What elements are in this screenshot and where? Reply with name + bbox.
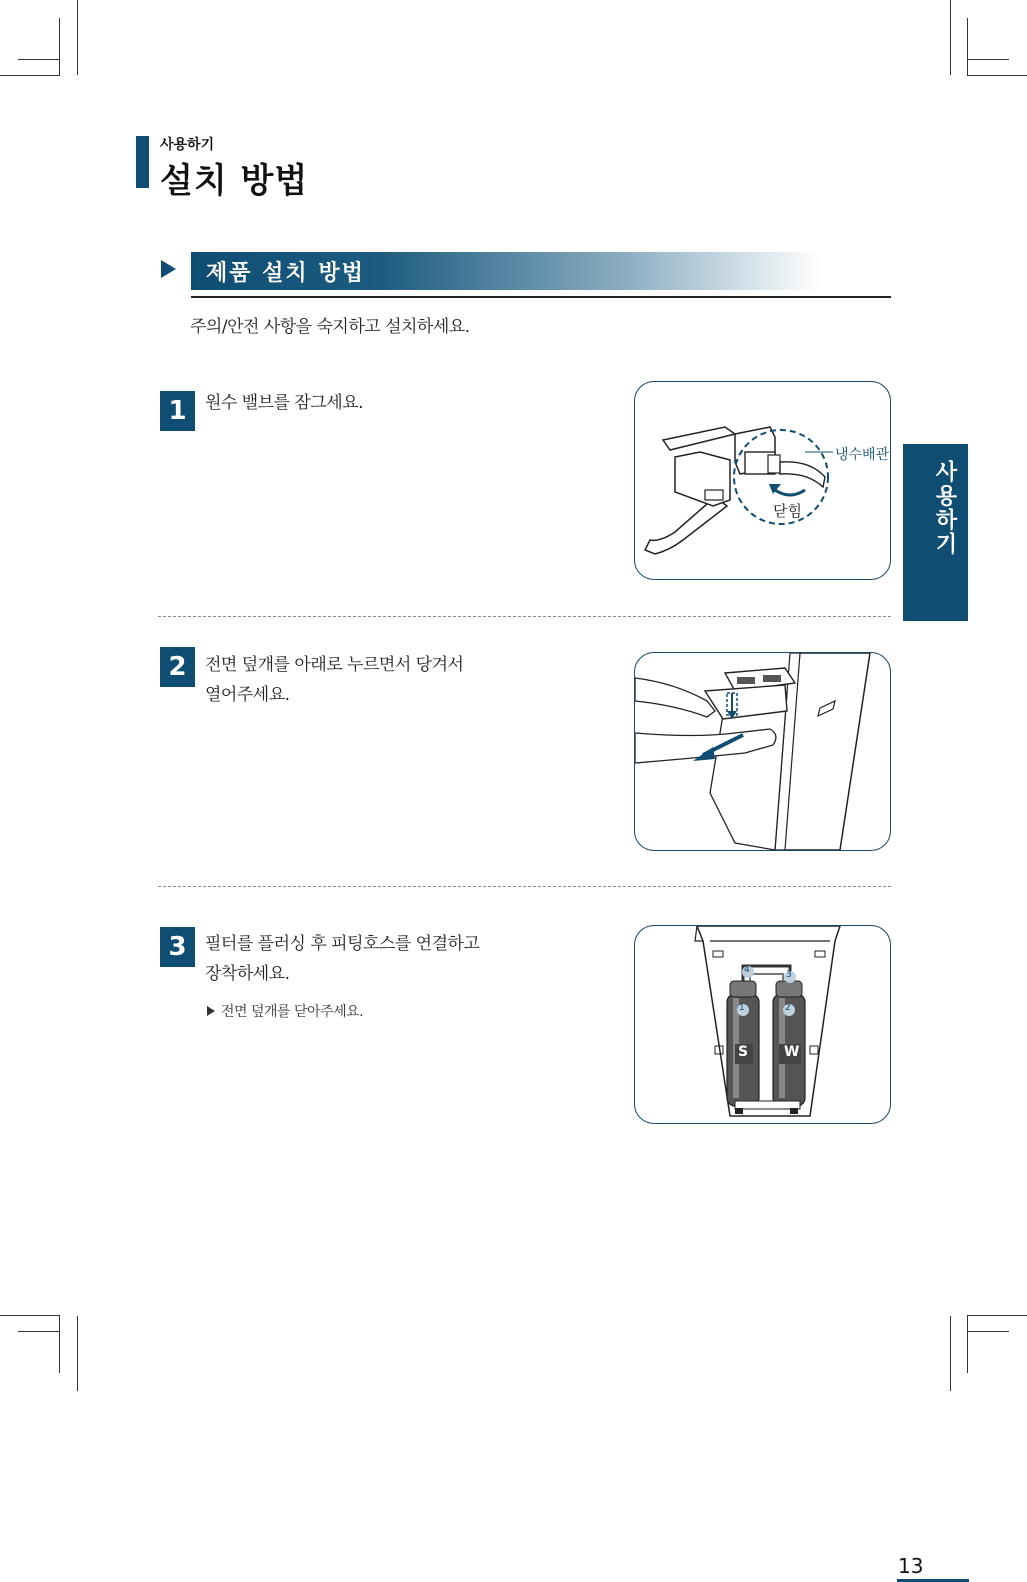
bullet-arrow-icon: [207, 1006, 215, 1016]
crop-mark: [967, 1331, 1009, 1332]
section-title: 제품 설치 방법: [206, 261, 365, 286]
crop-mark: [967, 18, 968, 75]
step-note-text: 전면 덮개를 닫아주세요.: [221, 1004, 364, 1020]
crop-mark: [967, 1315, 1027, 1316]
step-note: [207, 1001, 363, 1021]
section-intro: 주의/안전 사항을 숙지하고 설치하세요.: [190, 317, 470, 337]
front-cover-illustration: [634, 652, 891, 851]
section-arrow-icon: [161, 260, 176, 278]
page-title: 설치 방법: [160, 161, 309, 201]
side-chapter-label: 사용하기: [932, 460, 957, 556]
header-accent-bar: [136, 136, 149, 188]
crop-mark: [59, 1316, 60, 1373]
fitting-number: 1: [739, 1003, 745, 1013]
filter-label-s: S: [738, 1044, 749, 1060]
crop-mark: [0, 1315, 60, 1316]
step-instruction-line: 전면 덮개를 아래로 누르면서 당겨서: [205, 655, 464, 675]
step-instruction: [205, 388, 363, 418]
crop-mark: [77, 1316, 78, 1391]
crop-mark: [77, 0, 78, 75]
step-divider: [158, 616, 891, 617]
valve-closed-label: 닫힘: [773, 502, 802, 520]
step-instruction: [205, 650, 463, 710]
step-instruction-line: 필터를 플러싱 후 피팅호스를 연결하고: [205, 934, 480, 954]
step-instruction-line: 열어주세요.: [205, 685, 290, 705]
step-instruction: [205, 929, 479, 989]
crop-mark: [950, 0, 951, 75]
faucet-valve-illustration: [634, 381, 891, 580]
fitting-number: 4: [744, 965, 750, 975]
crop-mark: [0, 75, 60, 76]
filter-install-illustration: [634, 925, 891, 1124]
step-divider: [158, 886, 891, 887]
step-number: 2: [160, 647, 195, 687]
crop-mark: [59, 18, 60, 75]
crop-mark: [18, 1331, 60, 1332]
front-cover-drawing: [635, 653, 890, 850]
crop-mark: [967, 1316, 968, 1373]
cold-water-pipe-label: 냉수배관: [835, 447, 890, 463]
crop-mark: [967, 75, 1027, 76]
filter-label-w: W: [784, 1044, 800, 1060]
fitting-number: 2: [785, 1003, 791, 1013]
fitting-number: 3: [786, 970, 792, 980]
crop-mark: [950, 1316, 951, 1391]
step-number: 3: [160, 927, 195, 967]
step-number: 1: [160, 391, 195, 431]
step-instruction-line: 원수 밸브를 잠그세요.: [205, 393, 364, 413]
filter-install-drawing: [635, 926, 890, 1123]
step-instruction-line: 장착하세요.: [205, 964, 290, 984]
crop-mark: [18, 59, 60, 60]
crop-mark: [967, 59, 1009, 60]
section-underline: [191, 296, 891, 298]
page-pretitle: 사용하기: [160, 137, 215, 153]
faucet-valve-drawing: [635, 382, 890, 579]
page-number: 13: [898, 1554, 924, 1578]
